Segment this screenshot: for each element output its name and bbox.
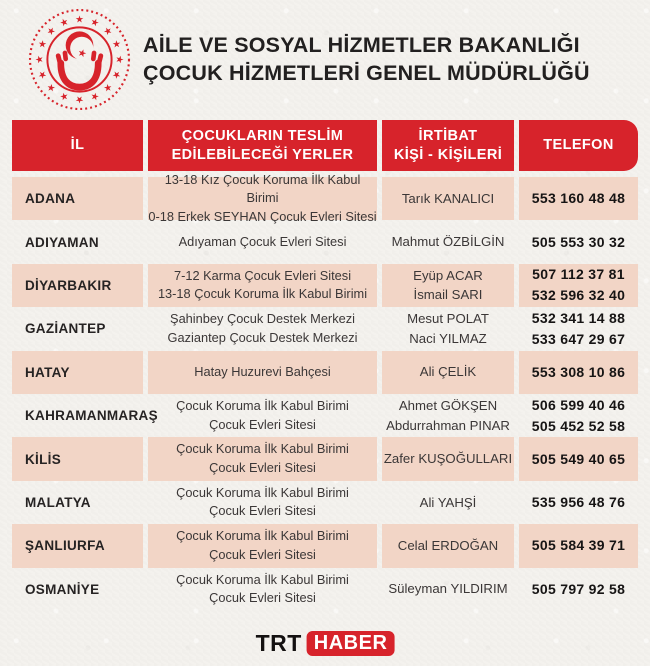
- column-header-line: KİŞİ - KİŞİLERİ: [393, 146, 503, 163]
- phone-line: 507 112 37 81: [532, 266, 625, 283]
- contact-line: Ali ÇELİK: [419, 364, 477, 380]
- column-header-1: [12, 120, 143, 171]
- phone-cell: [519, 220, 638, 263]
- table-row: [12, 264, 638, 307]
- contact-line: Tarık KANALICI: [401, 190, 495, 206]
- contact-line: Ahmet GÖKŞEN: [398, 397, 498, 413]
- ministry-emblem-icon: [26, 6, 133, 113]
- contact-line: İsmail SARI: [413, 287, 483, 303]
- place-line: Çocuk Evleri Sitesi: [209, 416, 316, 432]
- phone-line: 506 599 40 46: [531, 396, 626, 413]
- phone-line: 533 647 29 67: [531, 330, 626, 347]
- place-line: 13-18 Çocuk Koruma İlk Kabul Birimi: [157, 286, 368, 302]
- table-row: [12, 351, 638, 394]
- trt-logo-text: TRT: [255, 630, 302, 656]
- places-cell: [148, 220, 377, 263]
- places-cell: [148, 351, 377, 394]
- phone-cell: [519, 394, 638, 437]
- place-line: Çocuk Koruma İlk Kabul Birimi: [176, 484, 349, 500]
- places-cell: [148, 394, 377, 437]
- table-row: [12, 524, 638, 567]
- place-line: Çocuk Evleri Sitesi: [209, 503, 316, 519]
- place-line: Çocuk Koruma İlk Kabul Birimi: [176, 398, 349, 414]
- contact-line: Mahmut ÖZBİLGİN: [391, 234, 505, 250]
- column-header-line: EDİLEBİLECEĞİ YERLER: [171, 146, 354, 163]
- place-line: Gaziantep Çocuk Destek Merkezi: [167, 329, 358, 345]
- phone-line: 505 797 92 58: [531, 580, 626, 597]
- table-row: [12, 220, 638, 263]
- phone-line: 505 549 40 65: [531, 450, 626, 467]
- province-cell: ADIYAMAN: [25, 234, 99, 250]
- page-title: [143, 31, 590, 88]
- contact-line: Abdurrahman PINAR: [386, 417, 510, 433]
- contact-line: Eyüp ACAR: [413, 267, 483, 283]
- province-cell: ŞANLIURFA: [12, 524, 143, 567]
- column-header-3: [382, 120, 514, 171]
- phone-cell: [519, 524, 638, 567]
- phone-cell: [519, 437, 638, 480]
- province-cell: GAZİANTEP: [25, 321, 106, 337]
- phone-cell: [519, 264, 638, 307]
- phone-line: 505 584 39 71: [531, 537, 626, 554]
- places-cell: [148, 307, 377, 350]
- page-header: [0, 0, 650, 110]
- place-line: Hatay Huzurevi Bahçesi: [194, 363, 331, 379]
- places-cell: [148, 524, 377, 567]
- phone-line: 535 956 48 76: [531, 493, 626, 510]
- phone-line: 553 160 48 48: [531, 190, 626, 207]
- contact-cell: [382, 307, 514, 350]
- places-cell: [148, 568, 377, 611]
- province-cell: HATAY: [12, 351, 143, 394]
- column-header-line: İL: [70, 137, 85, 154]
- place-line: 13-18 Kız Çocuk Koruma İlk Kabul Birimi: [164, 171, 361, 206]
- trt-haber-logo: [256, 630, 395, 657]
- place-line: Çocuk Koruma İlk Kabul Birimi: [176, 571, 349, 587]
- contact-table: [12, 120, 638, 611]
- places-cell: [148, 264, 377, 307]
- province-cell: ADANA: [12, 177, 143, 220]
- contact-line: Zafer KUŞOĞULLARI: [383, 451, 513, 467]
- table-body: [12, 171, 638, 611]
- column-header-line: TELEFON: [543, 137, 614, 154]
- contact-line: Celal ERDOĞAN: [397, 537, 499, 553]
- column-header-line: İRTİBAT: [418, 127, 478, 144]
- phone-cell: [519, 351, 638, 394]
- province-cell: KAHRAMANMARAŞ: [25, 408, 158, 424]
- phone-cell: [519, 307, 638, 350]
- phone-cell: [519, 177, 638, 220]
- phone-cell: [519, 481, 638, 524]
- column-header-4: [519, 120, 638, 171]
- column-header-2: [148, 120, 377, 171]
- places-cell: [148, 171, 377, 224]
- page-title-line1: AİLE VE SOSYAL HİZMETLER BAKANLIĞI: [143, 32, 580, 57]
- province-cell: MALATYA: [25, 494, 91, 510]
- table-row: [12, 394, 638, 437]
- province-cell: OSMANİYE: [25, 581, 100, 597]
- contact-line: Mesut POLAT: [407, 311, 489, 327]
- phone-line: 553 308 10 86: [531, 363, 626, 380]
- place-line: Çocuk Evleri Sitesi: [209, 546, 316, 562]
- table-row: [12, 568, 638, 611]
- table-row: [12, 481, 638, 524]
- page-title-line2: ÇOCUK HİZMETLERİ GENEL MÜDÜRLÜĞÜ: [143, 61, 590, 85]
- place-line: Çocuk Evleri Sitesi: [209, 460, 316, 476]
- place-line: Çocuk Evleri Sitesi: [209, 590, 316, 606]
- contact-cell: [382, 351, 514, 394]
- place-line: Adıyaman Çocuk Evleri Sitesi: [178, 233, 347, 249]
- contact-cell: [382, 568, 514, 611]
- contact-cell: [382, 177, 514, 220]
- contact-cell: [382, 481, 514, 524]
- place-line: Şahinbey Çocuk Destek Merkezi: [170, 311, 355, 327]
- contact-line: Naci YILMAZ: [409, 330, 487, 346]
- place-line: Çocuk Koruma İlk Kabul Birimi: [176, 528, 349, 544]
- table-row: [12, 171, 638, 224]
- column-header-line: ÇOCUKLARIN TESLİM: [181, 127, 344, 144]
- contact-cell: [382, 524, 514, 567]
- phone-line: 505 452 52 58: [531, 417, 626, 434]
- contact-cell: [382, 264, 514, 307]
- table-row: [12, 307, 638, 350]
- table-row: [12, 437, 638, 480]
- phone-line: 532 596 32 40: [531, 287, 626, 304]
- contact-cell: [382, 437, 514, 480]
- contact-line: Ali YAHŞİ: [419, 494, 477, 510]
- place-line: 0-18 Erkek SEYHAN Çocuk Evleri Sitesi: [148, 208, 377, 224]
- phone-line: 532 341 14 88: [531, 309, 626, 326]
- phone-cell: [519, 568, 638, 611]
- places-cell: [148, 437, 377, 480]
- province-cell: KİLİS: [12, 437, 143, 480]
- province-cell: DİYARBAKIR: [12, 264, 143, 307]
- contact-line: Süleyman YILDIRIM: [388, 581, 508, 597]
- places-cell: [148, 481, 377, 524]
- haber-logo-badge: HABER: [307, 631, 395, 656]
- table-header-row: [12, 120, 638, 171]
- contact-cell: [382, 394, 514, 437]
- phone-line: 505 553 30 32: [531, 233, 626, 250]
- place-line: 7-12 Karma Çocuk Evleri Sitesi: [173, 267, 352, 283]
- contact-cell: [382, 220, 514, 263]
- place-line: Çocuk Koruma İlk Kabul Birimi: [176, 441, 349, 457]
